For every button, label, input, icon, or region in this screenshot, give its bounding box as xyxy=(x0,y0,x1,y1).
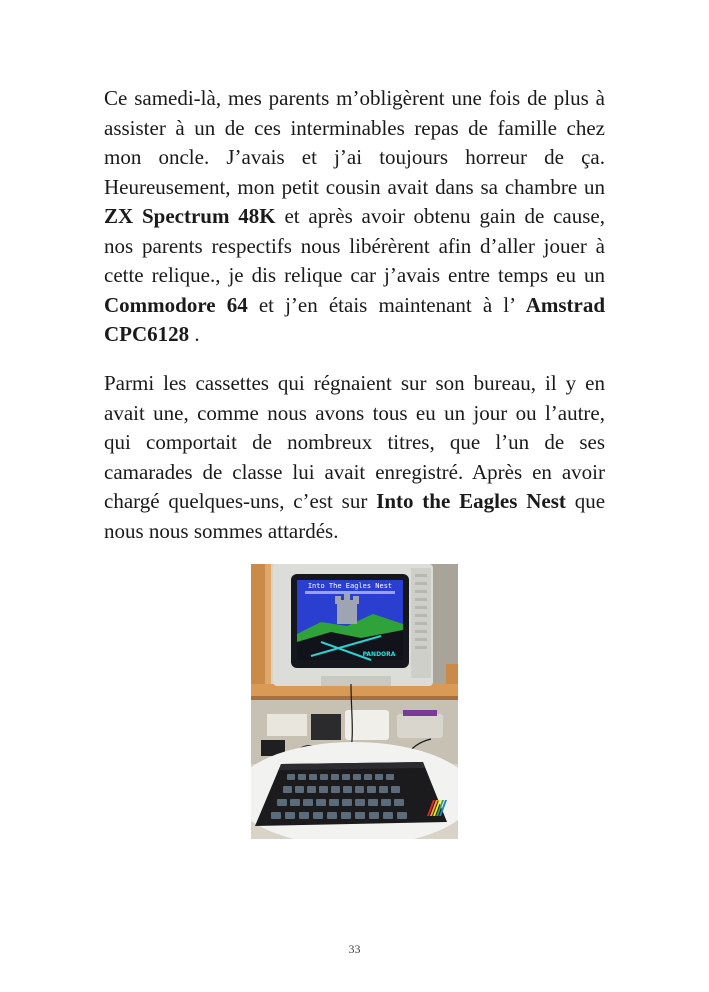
p1-text-2: et après avoir obtenu gain de cause, nos parents respectifs nous libérèrent afin d’aller jouer à cette relique., je dis relique car j’avais entre temps eu un xyxy=(104,204,605,287)
p2-text-2: que nous nous sommes attardés. xyxy=(104,489,606,543)
paragraph-1 xyxy=(104,84,605,350)
p1-text-1: Ce samedi-là, mes parents m’obligèrent une fois de plus à assister à un de ces interminables repas de famille chez mon oncle. J’avais et j’ai toujours horreur de ça. Heureusement, mon petit cousin avait dans sa chambre un xyxy=(104,86,605,199)
p1-bold-commodore: Commodore 64 xyxy=(104,292,248,317)
page-number: 33 xyxy=(348,942,361,956)
p1-bold-amstrad: Amstrad CPC6128 xyxy=(104,292,606,346)
screen-brand: PANDORA xyxy=(362,651,396,658)
p1-text-3: et j’en étais maintenant à l’ xyxy=(247,292,526,317)
paragraph-2 xyxy=(104,369,605,546)
photo-zx-spectrum-setup xyxy=(251,564,458,839)
photo-illustration xyxy=(251,564,458,839)
p2-bold-game-title: Into the Eagles Nest xyxy=(376,489,566,513)
screen-title: Into The Eagles Nest xyxy=(307,582,393,590)
p1-bold-zx-spectrum: ZX Spectrum 48K xyxy=(104,204,276,228)
p1-text-4: . xyxy=(189,322,200,346)
p2-text-1: Parmi les cassettes qui régnaient sur son bureau, il y en avait une, comme nous avons tous eu un jour ou l’autre, qui comportait de nombreux titres, que l’un de ses camarades de classe lui avait enregistré. Après en avoir chargé quelques-uns, c’est sur xyxy=(104,371,605,513)
